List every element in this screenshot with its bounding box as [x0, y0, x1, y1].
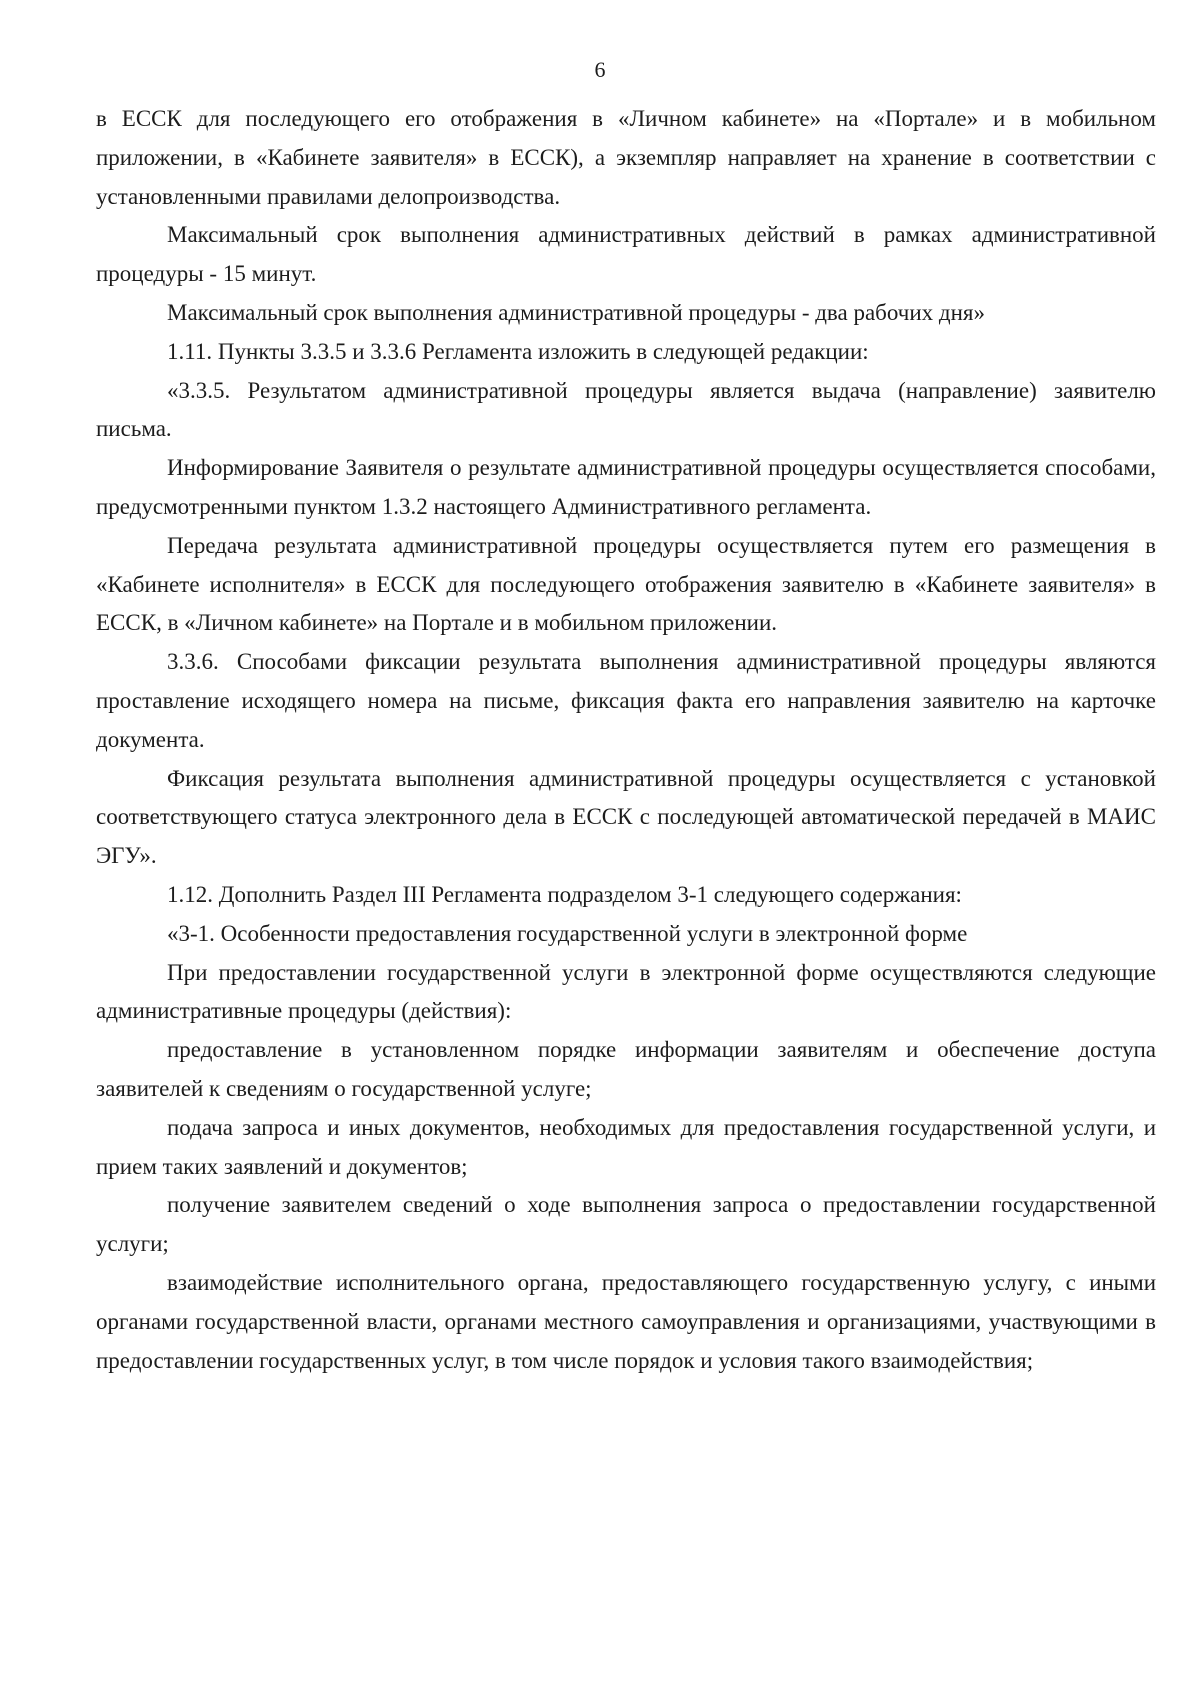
paragraph-list-item-request-status: получение заявителем сведений о ходе выполнения запроса о предоставлении государственной услуги; [96, 1192, 1156, 1257]
paragraph-result-transfer: Передача результата административной процедуры осуществляется путем его размещения в «Кабинете исполнителя» в ЕССК для последующего отображения заявителю в «Кабинете заявителя» в ЕССК, в «Личном кабинете» на Портале и в мобильном приложении. [96, 532, 1156, 636]
paragraph-informing-applicant: Информирование Заявителя о результате административной процедуры осуществляется способами, предусмотренными пунктом 1.3.2 настоящего Административного регламента. [96, 455, 1156, 519]
paragraph-item-3-3-5: «3.3.5. Результатом административной процедуры является выдача (направление) заявителю письма. [96, 377, 1156, 442]
paragraph-electronic-procedures-intro: При предоставлении государственной услуги в электронной форме осуществляются следующие административные процедуры (действия): [96, 959, 1156, 1024]
page-number: 6 [594, 57, 606, 82]
document-body [96, 100, 1156, 1380]
paragraph-list-item-request-submission: подача запроса и иных документов, необходимых для предоставления государственной услуги, и прием таких заявлений и документов; [96, 1114, 1156, 1179]
paragraph-result-fixation: Фиксация результата выполнения административной процедуры осуществляется с установкой соответствующего статуса электронного дела в ЕССК с последующей автоматической передачей в МАИС ЭГУ». [96, 765, 1156, 869]
paragraph-continuation: в ЕССК для последующего его отображения в «Личном кабинете» на «Портале» и в мобильном приложении, в «Кабинете заявителя» в ЕССК), а экземпляр направляет на хранение в соответствии с установленными правилами делопроизводства. [96, 106, 1156, 209]
paragraph-item-1-11: 1.11. Пункты 3.3.5 и 3.3.6 Регламента изложить в следующей редакции: [167, 338, 869, 364]
paragraph-list-item-information: предоставление в установленном порядке информации заявителям и обеспечение доступа заявителей к сведениям о государственной услуге; [96, 1037, 1156, 1101]
paragraph-section-3-1-title: «3-1. Особенности предоставления государственной услуги в электронной форме [167, 920, 968, 946]
paragraph-item-3-3-6: 3.3.6. Способами фиксации результата выполнения административной процедуры являются проставление исходящего номера на письме, фиксация факта его направления заявителю на карточке документа. [96, 649, 1156, 752]
paragraph-item-1-12: 1.12. Дополнить Раздел III Регламента подразделом 3-1 следующего содержания: [167, 881, 962, 907]
paragraph-action-time-limit: Максимальный срок выполнения административных действий в рамках административной процедуры - 15 минут. [96, 222, 1156, 287]
paragraph-list-item-interaction: взаимодействие исполнительного органа, предоставляющего государственную услугу, с иными органами государственной власти, органами местного самоуправления и организациями, участвующими в предоставлении государственных услуг, в том числе порядок и условия такого взаимодействия; [96, 1269, 1156, 1373]
paragraph-procedure-time-limit: Максимальный срок выполнения административной процедуры - два рабочих дня» [167, 299, 985, 325]
